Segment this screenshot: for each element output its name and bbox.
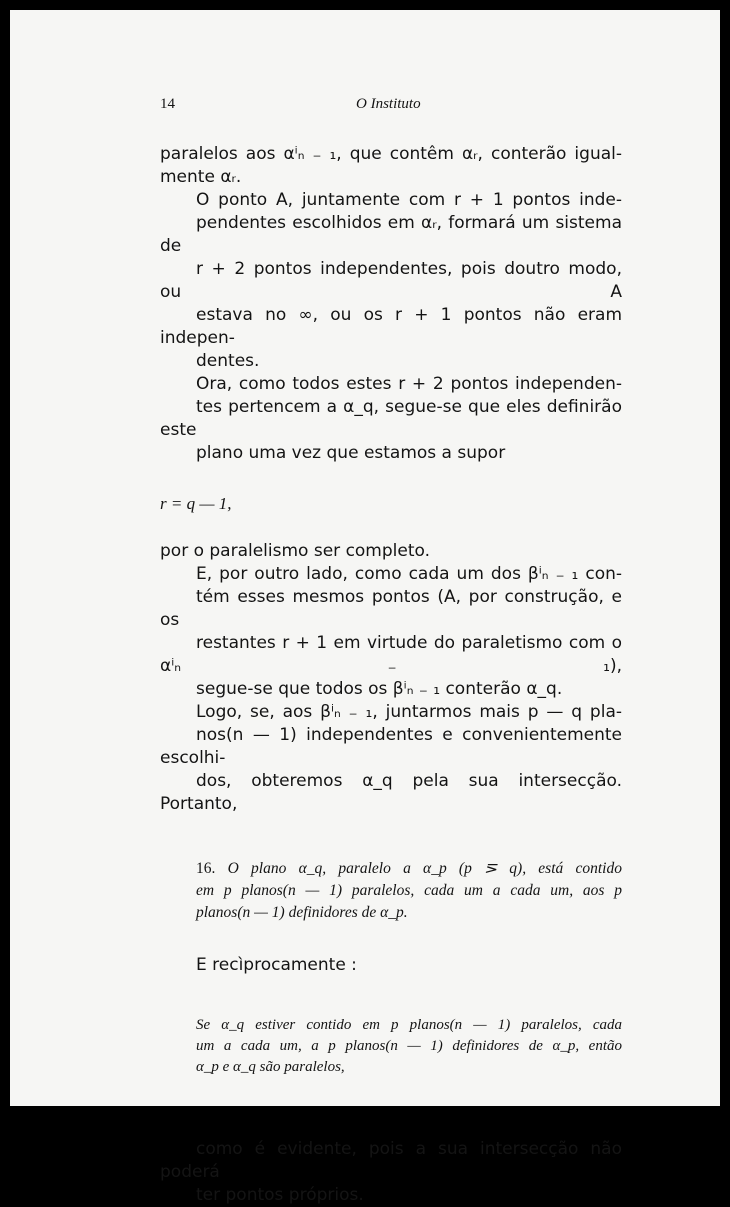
equation: r = q — 1, [160, 494, 232, 513]
theorem-text: O plano α_q, paralelo a α_p (p ⋝ q), está contido [227, 860, 622, 877]
text-line: Logo, se, aos βⁱₙ ₋ ₁, juntarmos mais p — q pla- [196, 702, 622, 722]
paragraph-1 [160, 143, 622, 189]
converse-heading: E recìprocamente : [196, 955, 357, 975]
text-line: estava no ∞, ou os r + 1 pontos não eram indepen- [160, 305, 622, 348]
text-line: por o paralelismo ser completo. [160, 541, 431, 561]
text-line: restantes r + 1 em virtude do paraletismo com o αⁱₙ ₋ ₁), [160, 633, 622, 676]
text-line: segue-se que todos os βⁱₙ ₋ ₁ conterão α_q. [196, 679, 563, 699]
text-line: mente αᵣ. [160, 167, 242, 187]
text-line: como é evidente, pois a sua intersecção não poderá [160, 1139, 622, 1182]
text-line: nos(n — 1) independentes e convenientemente escolhi- [160, 725, 622, 768]
text-line: pendentes escolhidos em αᵣ, formará um sistema de [160, 213, 622, 256]
text-line: paralelos aos αⁱₙ ₋ ₁, que contêm αᵣ, conterão igual- [160, 144, 622, 164]
text-line: tes pertencem a α_q, segue-se que eles definirão este [160, 397, 622, 440]
page-body [160, 143, 622, 1207]
paragraph-final [160, 1138, 622, 1207]
running-title: O Instituto [356, 96, 421, 112]
theorem-number: 16. [196, 860, 216, 877]
text-line [160, 858, 622, 880]
text-line: α_p e α_q são paralelos, [196, 1059, 345, 1075]
book-page [10, 10, 720, 1205]
text-line: planos(n — 1) definidores de α_p. [196, 904, 408, 921]
paragraph-3 [160, 373, 622, 465]
text-line: E, por outro lado, como cada um dos βⁱₙ ₋ ₁ con- [196, 564, 622, 584]
theorem-16 [160, 858, 622, 924]
text-line: Se α_q estiver contido em p planos(n — 1) paralelos, cada [196, 1017, 622, 1033]
text-line: r + 2 pontos independentes, pois doutro modo, ou A [160, 259, 622, 302]
text-line: plano uma vez que estamos a supor [196, 443, 506, 463]
paragraph-6 [160, 701, 622, 816]
text-line: ter pontos próprios. [196, 1185, 364, 1205]
text-line: dos, obteremos α_q pela sua intersecção. Portanto, [160, 771, 622, 814]
paragraph-4 [160, 540, 622, 563]
text-line: um a cada um, a p planos(n — 1) definidores de α_p, então [196, 1038, 622, 1054]
converse-statement [160, 1015, 622, 1078]
text-line: em p planos(n — 1) paralelos, cada um a cada um, aos p [196, 882, 622, 899]
paragraph-5 [160, 563, 622, 701]
text-line: tém esses mesmos pontos (A, por construção, e os [160, 587, 622, 630]
text-line: O ponto A, juntamente com r + 1 pontos inde- [196, 190, 622, 210]
text-line: Ora, como todos estes r + 2 pontos independen- [196, 374, 622, 394]
paragraph-2 [160, 189, 622, 373]
text-line: dentes. [196, 351, 260, 371]
page-number: 14 [160, 96, 175, 112]
